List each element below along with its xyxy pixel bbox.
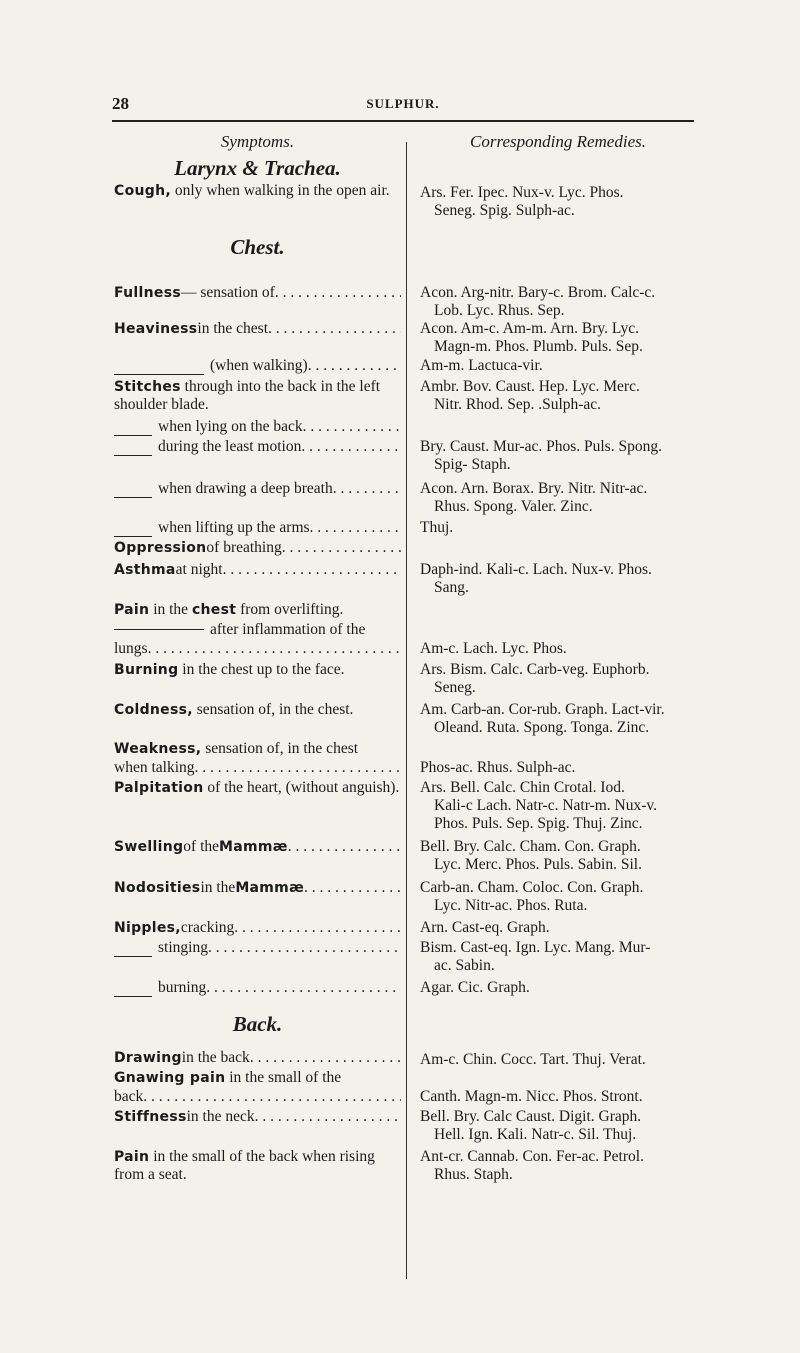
remedies-burning-nipples: Agar. Cic. Graph. [420,979,530,996]
page-number: 28 [112,94,129,113]
symptom-nipples-cracking: Nipples, cracking . . . [114,919,401,937]
symptom-heaviness: Heaviness in the chest . . . [114,320,401,338]
remedies-nipples: Arn. Cast-eq. Graph. [420,919,550,936]
section-larynx: Larynx & Trachea. [174,156,341,180]
remedies-fullness: Acon. Arg-nitr. Bary-c. Brom. Calc-c. Lob. Lyc. Rhus. Sep. [420,284,656,319]
symptom-coldness: Coldness, sensation of, in the chest. [114,701,354,718]
symptom-stiffness-neck: Stiffness in the neck . . . [114,1108,401,1126]
remedies-cough: Ars. Fer. Ipec. Nux-v. Lyc. Phos. Seneg. Spig. Sulph-ac. [420,184,624,219]
remedies-walking: Am-m. Lactuca-vir. [420,357,543,374]
symptom-gnawing-back: back . . . [114,1088,401,1106]
symptom-nipples-burning: burning . . . [114,979,401,997]
remedies-stinging: Bism. Cast-eq. Ign. Lyc. Mang. Mur- ac. Sabin. [420,939,651,974]
symptom-fullness: Fullness — sensation of . . . [114,284,401,302]
symptom-lungs: lungs . . . [114,640,401,658]
remedies-heaviness: Acon. Am-c. Am-m. Arn. Bry. Lyc. Magn-m. Phos. Plumb. Puls. Sep. [420,320,643,355]
symptom-nodosities-mammae: Nodosities in the Mammæ . . . [114,879,401,897]
symptom-weakness: Weakness, sensation of, in the chest [114,740,359,757]
remedies-asthma: Daph-ind. Kali-c. Lach. Nux-v. Phos. Sang. [420,561,652,596]
symptom-drawing-back: Drawing in the back . . . [114,1049,401,1067]
remedies-lungs: Am-c. Lach. Lyc. Phos. [420,640,567,657]
remedies-least-motion: Bry. Caust. Mur-ac. Phos. Puls. Spong. Spig- Staph. [420,438,662,473]
symptom-lying-back: when lying on the back . . . [114,418,401,436]
symptom-palpitation: Palpitation of the heart, (without anguish). [114,779,400,796]
symptom-least-motion: during the least motion . . . [114,438,401,456]
remedies-palpitation: Ars. Bell. Calc. Chin Crotal. Iod. Kali-c Lach. Natr-c. Natr-m. Nux-v. Phos. Puls. Sep. Spig. Thuj. Zinc. [420,779,658,832]
symptom-lifting-arms: when lifting up the arms . . . [114,519,401,537]
remedies-lifting-arms: Thuj. [420,519,454,536]
remedies-coldness: Am. Carb-an. Cor-rub. Graph. Lact-vir. Oleand. Ruta. Spong. Tonga. Zinc. [420,701,665,736]
symptom-when-walking: (when walking) . . . [114,357,401,375]
symptom-after-inflammation: after inflammation of the [114,621,401,639]
remedies-burning: Ars. Bism. Calc. Carb-veg. Euphorb. Seneg. [420,661,650,696]
symptom-swelling-mammae: Swelling of the Mammæ . . . [114,838,401,856]
remedies-swelling: Bell. Bry. Calc. Cham. Con. Graph. Lyc. Merc. Phos. Puls. Sabin. Sil. [420,838,642,873]
remedies-gnawing: Canth. Magn-m. Nicc. Phos. Stront. [420,1088,643,1105]
symptom-asthma: Asthma at night . . . [114,561,401,579]
remedies-column-heading: Corresponding Remedies. [470,132,646,151]
symptom-deep-breath: when drawing a deep breath . . . [114,480,401,498]
symptom-gnawing-pain: Gnawing pain in the small of the [114,1069,342,1086]
running-head: SULPHUR. [366,96,440,111]
remedies-nodosities: Carb-an. Cham. Coloc. Con. Graph. Lyc. Nitr-ac. Phos. Ruta. [420,879,644,914]
remedies-drawing: Am-c. Chin. Cocc. Tart. Thuj. Verat. [420,1051,646,1068]
symptoms-column-heading: Symptoms. [220,132,295,151]
section-back: Back. [232,1012,283,1036]
symptom-burning: Burning in the chest up to the face. [114,661,345,678]
page-header [112,94,694,122]
remedies-stitches: Ambr. Bov. Caust. Hep. Lyc. Merc. Nitr. Rhod. Sep. .Sulph-ac. [420,378,640,413]
symptom-stitches: Stitches through into the back in the left shoulder blade. [114,378,381,413]
symptom-pain-small-back: Pain in the small of the back when rising from a seat. [114,1148,375,1183]
column-divider [406,142,407,1279]
symptom-cough: Cough, only when walking in the open air. [114,182,390,199]
section-chest: Chest. [230,235,285,259]
remedies-stiffness: Bell. Bry. Calc Caust. Digit. Graph. Hell. Ign. Kali. Natr-c. Sil. Thuj. [420,1108,642,1143]
symptom-pain-chest: Pain in the chest from overlifting. [114,601,344,618]
remedies-deep-breath: Acon. Arn. Borax. Bry. Nitr. Nitr-ac. Rhus. Spong. Valer. Zinc. [420,480,648,515]
symptom-weakness-talking: when talking . . . [114,759,401,777]
remedies-pain-back: Ant-cr. Cannab. Con. Fer-ac. Petrol. Rhus. Staph. [420,1148,644,1183]
symptom-nipples-stinging: stinging . . . [114,939,401,957]
symptom-oppression: Oppression of breathing . . . [114,539,401,557]
remedies-weakness: Phos-ac. Rhus. Sulph-ac. [420,759,576,776]
